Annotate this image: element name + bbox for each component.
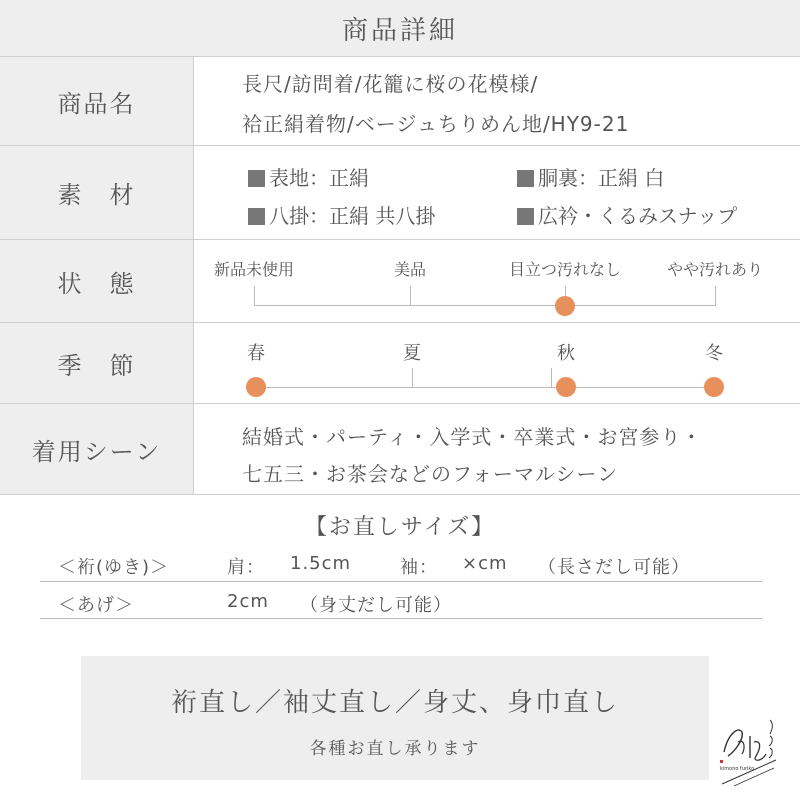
scale-tick bbox=[410, 286, 411, 306]
selected-dot bbox=[555, 296, 575, 316]
square-bullet-icon bbox=[248, 208, 265, 225]
condition-option-label: 美品 bbox=[393, 260, 427, 279]
scale-tick bbox=[551, 368, 552, 388]
selected-dot bbox=[704, 377, 724, 397]
alteration-notice bbox=[81, 656, 709, 780]
season-option-label: 春 bbox=[247, 343, 265, 364]
season-option-label: 冬 bbox=[705, 343, 723, 364]
scale-tick bbox=[254, 286, 255, 306]
kimono-furiko-logo bbox=[716, 712, 786, 788]
material-item: 胴裏：正絹 白 bbox=[517, 162, 664, 191]
material-item: 八掛：正絹 共八掛 bbox=[248, 200, 435, 229]
condition-scale-line bbox=[254, 305, 715, 306]
age-value: 2cm bbox=[227, 591, 269, 612]
square-bullet-icon bbox=[248, 170, 265, 187]
age-note: （身丈だし可能） bbox=[300, 595, 452, 616]
shoulder-value: 1.5cm bbox=[290, 553, 352, 574]
divider bbox=[0, 494, 800, 495]
yuki-note: （長さだし可能） bbox=[538, 557, 690, 578]
sleeve-label: 袖： bbox=[400, 557, 438, 578]
season-option-label: 夏 bbox=[403, 343, 421, 364]
divider bbox=[40, 581, 762, 582]
scene-line2: 七五三・お茶会などのフォーマルシーン bbox=[242, 462, 619, 486]
square-bullet-icon bbox=[517, 170, 534, 187]
scale-tick bbox=[412, 368, 413, 388]
scene-label: 着用シーン bbox=[0, 404, 193, 494]
divider bbox=[193, 404, 194, 494]
divider bbox=[193, 57, 194, 145]
divider bbox=[193, 240, 194, 322]
condition-option-label: やや汚れあり bbox=[666, 260, 764, 279]
product-name-label: 商品名 bbox=[0, 57, 193, 145]
condition-option-label: 新品未使用 bbox=[213, 260, 295, 279]
scene-line1: 結婚式・パーティ・入学式・卒業式・お宮参り・ bbox=[242, 425, 703, 449]
page-title: 商品詳細 bbox=[0, 0, 800, 56]
scale-tick bbox=[715, 286, 716, 306]
season-scale-line bbox=[256, 387, 714, 388]
notice-main-text: 裄直し／袖丈直し／身丈、身巾直し bbox=[170, 688, 619, 718]
divider bbox=[193, 146, 194, 239]
square-bullet-icon bbox=[517, 208, 534, 225]
shoulder-label: 肩： bbox=[227, 557, 265, 578]
selected-dot bbox=[246, 377, 266, 397]
notice-sub-text: 各種お直し承ります bbox=[309, 739, 481, 759]
season-option-label: 秋 bbox=[557, 343, 575, 364]
size-section-title: 【お直しサイズ】 bbox=[304, 515, 496, 540]
sleeve-value: ×cm bbox=[462, 553, 508, 574]
product-name-line1: 長尺/訪問着/花籠に桜の花模様/ bbox=[242, 72, 539, 96]
material-item: 表地：正絹 bbox=[248, 162, 369, 191]
season-label: 季 節 bbox=[0, 323, 193, 403]
yuki-label: ＜裄(ゆき)＞ bbox=[58, 557, 170, 578]
logo-text: kimono furiko bbox=[720, 766, 755, 772]
age-label: ＜あげ＞ bbox=[58, 595, 134, 616]
product-name-line2: 袷正絹着物/ベージュちりめん地/HY9-21 bbox=[242, 112, 630, 136]
selected-dot bbox=[556, 377, 576, 397]
material-item: 広衿・くるみスナップ bbox=[517, 200, 737, 229]
condition-label: 状 態 bbox=[0, 240, 193, 322]
divider bbox=[40, 618, 762, 619]
condition-option-label: 目立つ汚れなし bbox=[508, 260, 622, 279]
material-label: 素 材 bbox=[0, 146, 193, 239]
divider bbox=[193, 323, 194, 403]
